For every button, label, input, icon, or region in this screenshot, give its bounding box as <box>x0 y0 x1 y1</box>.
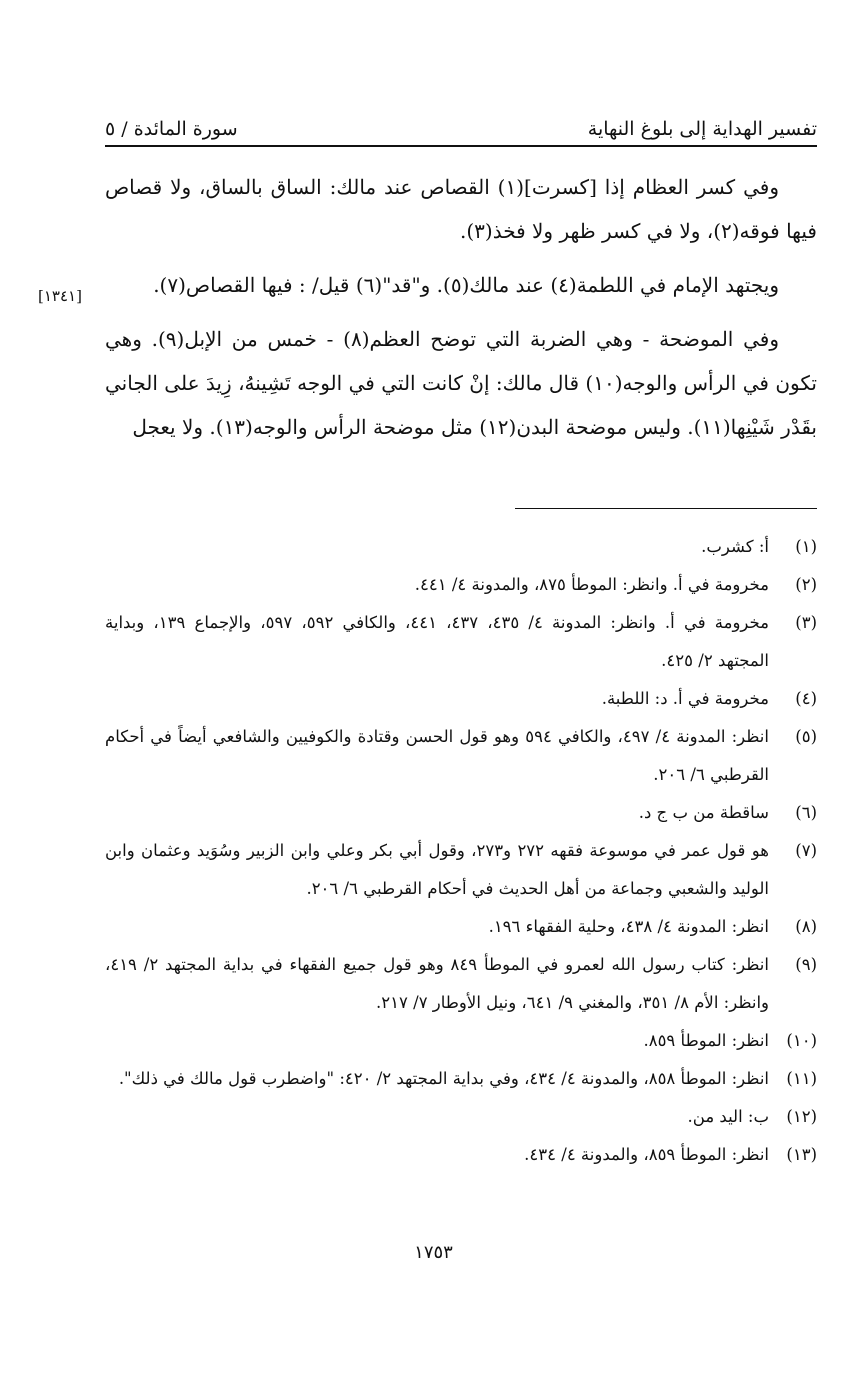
footnotes <box>105 528 817 1174</box>
footnote-number: (١٣) <box>786 1145 817 1164</box>
footnote-number: (١٢) <box>786 1107 817 1126</box>
footnote-number: (٢) <box>795 575 817 594</box>
footnote-text: انظر: الموطأ ٨٥٩. <box>643 1031 769 1050</box>
footnote-text: انظر: المدونة ٤/ ٤٣٨، وحلية الفقهاء ١٩٦. <box>488 917 769 936</box>
footnote-number: (٧) <box>795 841 817 860</box>
running-header <box>105 106 817 144</box>
paragraph: وفي كسر العظام إذا [كسرت](١) القصاص عند مالك: الساق بالساق، ولا قصاص فيها فوقه(٢)، ولا في كسر ظهر ولا فخذ(٣). <box>105 175 817 243</box>
footnote-text: انظر: كتاب رسول الله لعمرو في الموطأ ٨٤٩ وهو قول جميع الفقهاء في بداية المجتهد ٢/ ٤١٩، وانظر: الأم ٨/ ٣٥١، والمغني ٩/ ٦٤١، ونيل الأوطار ٧/ ٢١٧. <box>105 955 769 1012</box>
paragraph: ويجتهد الإمام في اللطمة(٤) عند مالك(٥). و"قد"(٦) قيل/ : فيها القصاص(٧). <box>153 273 779 297</box>
footnote-number: (٦) <box>795 803 817 822</box>
footnote-number: (١٠) <box>786 1031 817 1050</box>
footnote-item <box>105 718 817 794</box>
footnote-text: مخرومة في أ. وانظر: الموطأ ٨٧٥، والمدونة ٤/ ٤٤١. <box>414 575 769 594</box>
footnote-text: هو قول عمر في موسوعة فقهه ٢٧٢ و٢٧٣، وقول أبي بكر وعلي وابن الزبير وسُوَيد وعثمان وابن الوليد والشعبي وجماعة من أهل الحديث في أحكام القرطبي ٦/ ٢٠٦. <box>105 841 770 898</box>
footnote-item <box>105 1060 817 1098</box>
footnote-item <box>105 1022 817 1060</box>
footnote-text: مخرومة في أ. وانظر: المدونة ٤/ ٤٣٥، ٤٣٧، ٤٤١، والكافي ٥٩٢، ٥٩٧، والإجماع ١٣٩، وبداية المجتهد ٢/ ٤٢٥. <box>105 613 770 670</box>
footnote-number: (٥) <box>795 727 817 746</box>
footnote-item <box>105 794 817 832</box>
book-title: تفسير الهداية إلى بلوغ النهاية <box>587 118 817 140</box>
paragraph: وفي الموضحة - وهي الضربة التي توضح العظم(٨) - خمس من الإبل(٩). وهي تكون في الرأس والوجه(١٠) قال مالك: إنْ كانت التي في الوجه تَشِينهُ، زِيدَ على الجاني بقَدْر شَيْنِها(١١). وليس موضحة البدن(١٢) مثل موضحة الرأس والوجه(١٣). ولا يعجل <box>105 327 817 439</box>
footnote-item <box>105 566 817 604</box>
footnote-text: مخرومة في أ. د: اللطبة. <box>601 689 769 708</box>
main-text <box>105 165 817 449</box>
footnote-number: (٩) <box>795 955 817 974</box>
footnote-number: (٨) <box>795 917 817 936</box>
page-number: ١٧٥٣ <box>414 1242 453 1263</box>
footnote-item <box>105 1098 817 1136</box>
footnote-text: أ: كشرب. <box>701 537 769 556</box>
footnote-number: (٤) <box>795 689 817 708</box>
footnote-item <box>105 832 817 908</box>
footnote-number: (١) <box>795 537 817 556</box>
header-divider <box>105 145 817 147</box>
footnote-item <box>105 1136 817 1174</box>
footnote-number: (١١) <box>786 1069 817 1088</box>
surah-label: سورة المائدة / ٥ <box>105 118 238 140</box>
footnote-text: ب: اليد من. <box>687 1107 769 1126</box>
footnote-text: انظر: الموطأ ٨٥٨، والمدونة ٤/ ٤٣٤، وفي بداية المجتهد ٢/ ٤٢٠: "واضطرب قول مالك في ذلك". <box>118 1069 769 1088</box>
manuscript-folio-reference: [١٣٤١] <box>38 287 82 305</box>
footnote-text: انظر: المدونة ٤/ ٤٩٧، والكافي ٥٩٤ وهو قول الحسن وقتادة والكوفيين والشافعي أيضاً في أحكام القرطبي ٦/ ٢٠٦. <box>105 727 769 784</box>
footnote-item <box>105 528 817 566</box>
footnote-item <box>105 946 817 1022</box>
footnote-item <box>105 604 817 680</box>
footnote-item <box>105 908 817 946</box>
footnote-text: انظر: الموطأ ٨٥٩، والمدونة ٤/ ٤٣٤. <box>524 1145 769 1164</box>
footnote-text: ساقطة من ب ج د. <box>638 803 769 822</box>
footnote-divider <box>515 508 817 509</box>
footnote-item <box>105 680 817 718</box>
footnote-number: (٣) <box>795 613 817 632</box>
